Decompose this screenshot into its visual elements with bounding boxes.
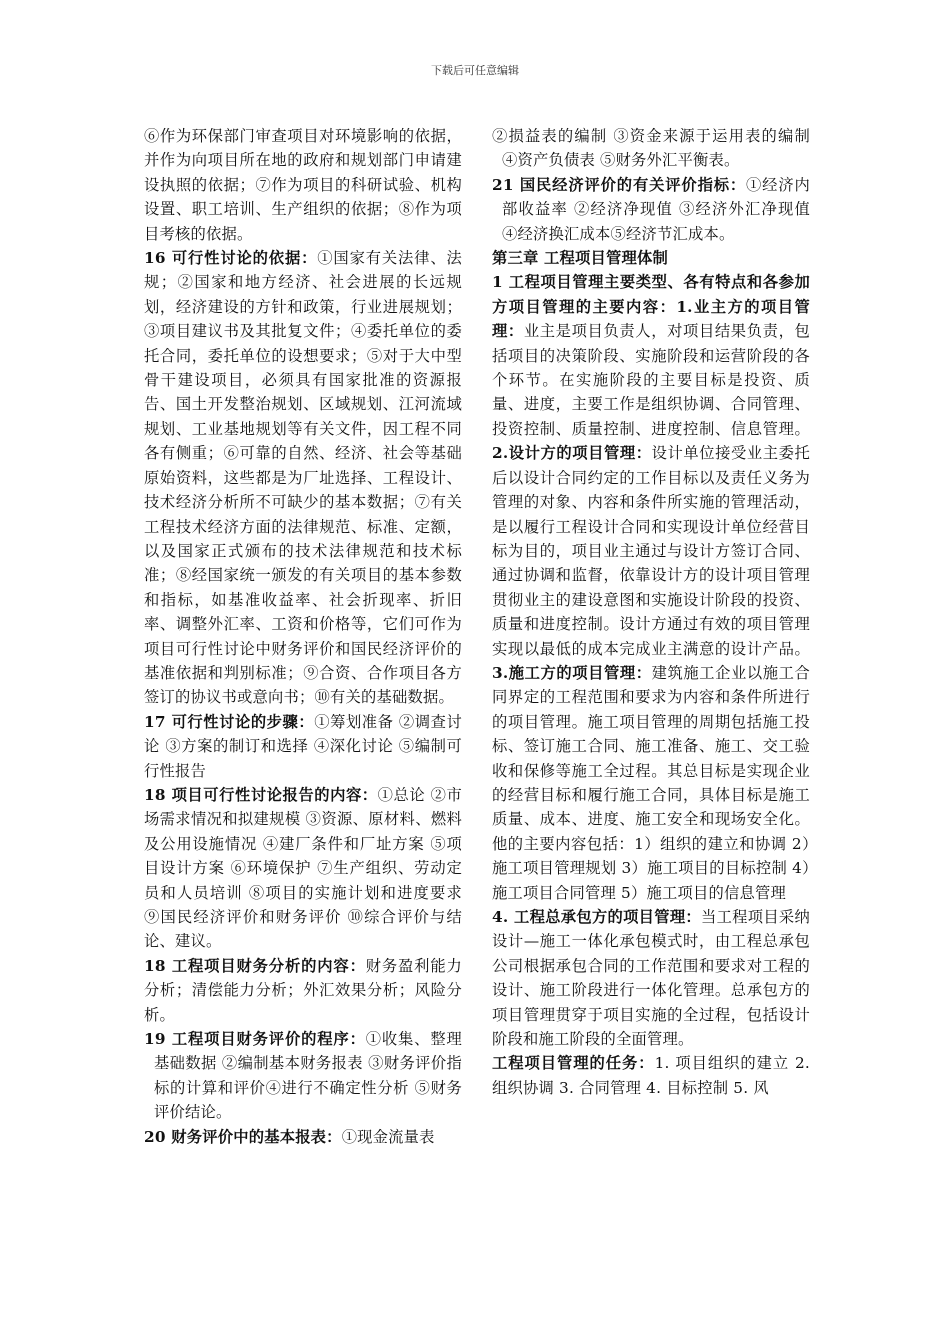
paragraph — [144, 783, 462, 954]
paragraph — [492, 246, 810, 270]
bold-heading-run: 第三章 工程项目管理体制 — [492, 249, 668, 268]
bold-heading-run: 工程项目管理的任务： — [492, 1054, 655, 1073]
text-run: ①总论 ②市场需求情况和拟建规模 ③资源、原材料、燃料及公用设施情况 ④建厂条件和厂址方案 ⑤项目设计方案 ⑥环境保护 ⑦生产组织、劳动定员和人员培训 ⑧项目的实施计划和进度要求 ⑨国民经济评价和财务评价 ⑩综合评价与结论、建议。 — [144, 785, 462, 951]
paragraph — [144, 1125, 462, 1149]
bold-heading-run: 16 可行性讨论的依据： — [144, 249, 318, 268]
text-run: 业主是项目负责人，对项目结果负责，包括项目的决策阶段、实施阶段和运营阶段的各个环节。在实施阶段的主要目标是投资、质量、进度，主要工作是组织协调、合同管理、投资控制、质量控制、进度控制、信息管理。 — [492, 322, 810, 438]
text-run: 设计单位接受业主委托后以设计合同约定的工作目标以及责任义务为管理的对象、内容和条件所实施的管理活动，是以履行工程设计合同和实现设计单位经营目标为目的，项目业主通过与设计方签订合同、通过协调和监督，依靠设计方的设计项目管理贯彻业主的建设意图和实施设计阶段的投资、质量和进度控制。设计方通过有效的项目管理实现以最低的成本完成业主满意的设计产品。 — [492, 444, 810, 658]
paragraph — [492, 173, 810, 246]
bold-heading-run: 18 项目可行性讨论报告的内容： — [144, 785, 378, 804]
text-run: ①国家有关法律、法规；②国家和地方经济、社会进展的长远规划，经济建设的方针和政策，行业进展规划；③项目建议书及其批复文件；④委托单位的委托合同，委托单位的设想要求；⑤对于大中型骨干建设项目，必须具有国家批准的资源报告、国土开发整治规划、区域规划、江河流域规划、工业基地规划等有关文件，因工程不同各有侧重；⑥可靠的自然、经济、社会等基础原始资料，这些都是为厂址选择、工程设计、技术经济分析所不可缺少的基本数据；⑦有关工程技术经济方面的法律规范、标准、定额，以及国家正式颁布的技术法律规范和技术标准；⑧经国家统一颁发的有关项目的基本参数和指标，如基准收益率、社会折现率、折旧率、调整外汇率、工资和价格等，它们可作为项目可行性讨论中财务评价和国民经济评价的基准依据和判别标准；⑨合资、合作项目各方签订的协议书或意向书；⑩有关的基础数据。 — [144, 249, 462, 707]
text-run: 建筑施工企业以施工合同界定的工程范围和要求为内容和条件所进行的项目管理。施工项目管理的周期包括施工投标、签订施工合同、施工准备、施工、交工验收和保修等施工全过程。其总目标是实现企业的经营目标和履行施工合同，具体目标是施工质量、成本、进度、施工安全和现场安全化。他的主要内容包括：1）组织的建立和协调 2）施工项目管理规划 3）施工项目的目标控制 4）施工项目合同管理 5）施工项目的信息管理 — [492, 663, 810, 902]
text-run: ①经济内部收益率 ②经济净现值 ③经济外汇净现值 ④经济换汇成本⑤经济节汇成本。 — [502, 175, 810, 243]
right-column — [492, 124, 810, 1100]
bold-heading-run: 17 可行性讨论的步骤： — [144, 712, 315, 731]
text-run: 财务盈利能力分析；清偿能力分析；外汇效果分析；风险分析。 — [144, 956, 462, 1024]
bold-heading-run: 21 国民经济评价的有关评价指标： — [492, 175, 747, 194]
paragraph — [492, 124, 810, 173]
page-header: 下载后可任意编辑 — [431, 64, 519, 77]
bold-heading-run: 20 财务评价中的基本报表： — [144, 1127, 342, 1146]
text-run: ①收集、整理基础数据 ②编制基本财务报表 ③财务评价指标的计算和评价④进行不确定性分析 ⑤财务评价结论。 — [154, 1030, 462, 1122]
bold-heading-run: 2.设计方的项目管理： — [492, 444, 652, 463]
paragraph — [492, 905, 810, 1051]
paragraph — [492, 1051, 810, 1100]
bold-heading-run: 4. 工程总承包方的项目管理： — [492, 908, 701, 926]
bold-heading-run: 3.施工方的项目管理： — [492, 663, 652, 682]
paragraph — [144, 954, 462, 1027]
bold-heading-run: 1 工程项目管理主要类型、各有特点和各参加方项目管理的主要内容：1.业主方的项目管理： — [492, 273, 810, 341]
bold-heading-run: 19 工程项目财务评价的程序： — [144, 1030, 366, 1049]
paragraph — [144, 246, 462, 710]
text-run: ①现金流量表 — [341, 1127, 435, 1146]
bold-heading-run: 18 工程项目财务分析的内容： — [144, 956, 366, 975]
text-run: 当工程项目采纳设计—施工一体化承包模式时，由工程总承包公司根据承包合同的工作范围和要求对工程的设计、施工阶段进行一体化管理。总承包方的项目管理贯穿于项目实施的全过程，包括设计阶段和施工阶段的全面管理。 — [492, 908, 811, 1049]
text-run: ⑥作为环保部门审查项目对环境影响的依据，并作为向项目所在地的政府和规划部门申请建设执照的依据；⑦作为项目的科研试验、机构设置、职工培训、生产组织的依据；⑧作为项目考核的依据。 — [144, 127, 462, 243]
paragraph — [144, 124, 462, 246]
paragraph — [492, 270, 810, 905]
paragraph — [144, 1027, 462, 1125]
text-run: 1. 项目组织的建立 2. 组织协调 3. 合同管理 4. 目标控制 5. 风 — [492, 1054, 810, 1097]
paragraph — [144, 710, 462, 783]
text-run: ②损益表的编制 ③资金来源于运用表的编制 ④资产负债表 ⑤财务外汇平衡表。 — [492, 127, 810, 170]
text-run: ①筹划准备 ②调查讨论 ③方案的制订和选择 ④深化讨论 ⑤编制可行性报告 — [144, 712, 462, 780]
left-column — [144, 124, 462, 1149]
